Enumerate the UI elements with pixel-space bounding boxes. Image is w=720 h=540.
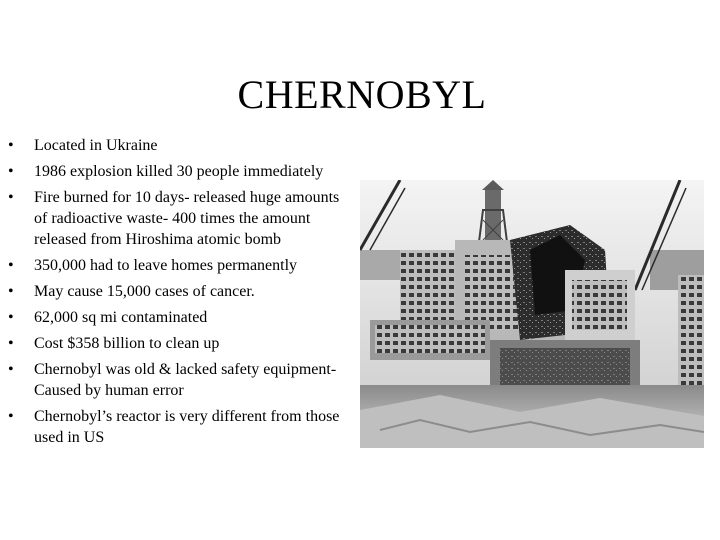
bullet-icon: • [8,408,14,425]
bullet-icon: • [8,163,14,180]
bullet-icon: • [8,309,14,326]
bullet-icon: • [8,361,14,378]
bullet-item [8,135,353,156]
bullet-list [8,135,353,453]
bullet-item [8,161,353,182]
reactor-photo-icon [360,180,704,448]
bullet-item [8,406,353,448]
bullet-text: Cost $358 billion to clean up [34,335,220,352]
slide-title: CHERNOBYL [237,72,487,117]
bullet-item [8,187,353,250]
bullet-text: May cause 15,000 cases of cancer. [34,283,255,300]
bullet-item [8,255,353,276]
bullet-text: Chernobyl’s reactor is very different from those used in US [34,408,340,446]
bullet-icon: • [8,335,14,352]
chernobyl-reactor-photo [360,180,704,448]
bullet-text: 1986 explosion killed 30 people immediately [34,163,324,180]
bullet-text: Located in Ukraine [34,137,158,154]
bullet-icon: • [8,137,14,154]
bullet-item [8,281,353,302]
bullet-item [8,359,353,401]
bullet-icon: • [8,283,14,300]
bullet-icon: • [8,189,14,206]
bullet-text: 350,000 had to leave homes permanently [34,257,298,274]
bullet-item [8,333,353,354]
bullet-icon: • [8,257,14,274]
bullet-item [8,307,353,328]
bullet-text: Chernobyl was old & lacked safety equipment- Caused by human error [34,361,337,399]
bullet-text: 62,000 sq mi contaminated [34,309,208,326]
bullet-text: Fire burned for 10 days- released huge amounts of radioactive waste- 400 times the amount released from Hiroshima atomic bomb [34,189,340,248]
